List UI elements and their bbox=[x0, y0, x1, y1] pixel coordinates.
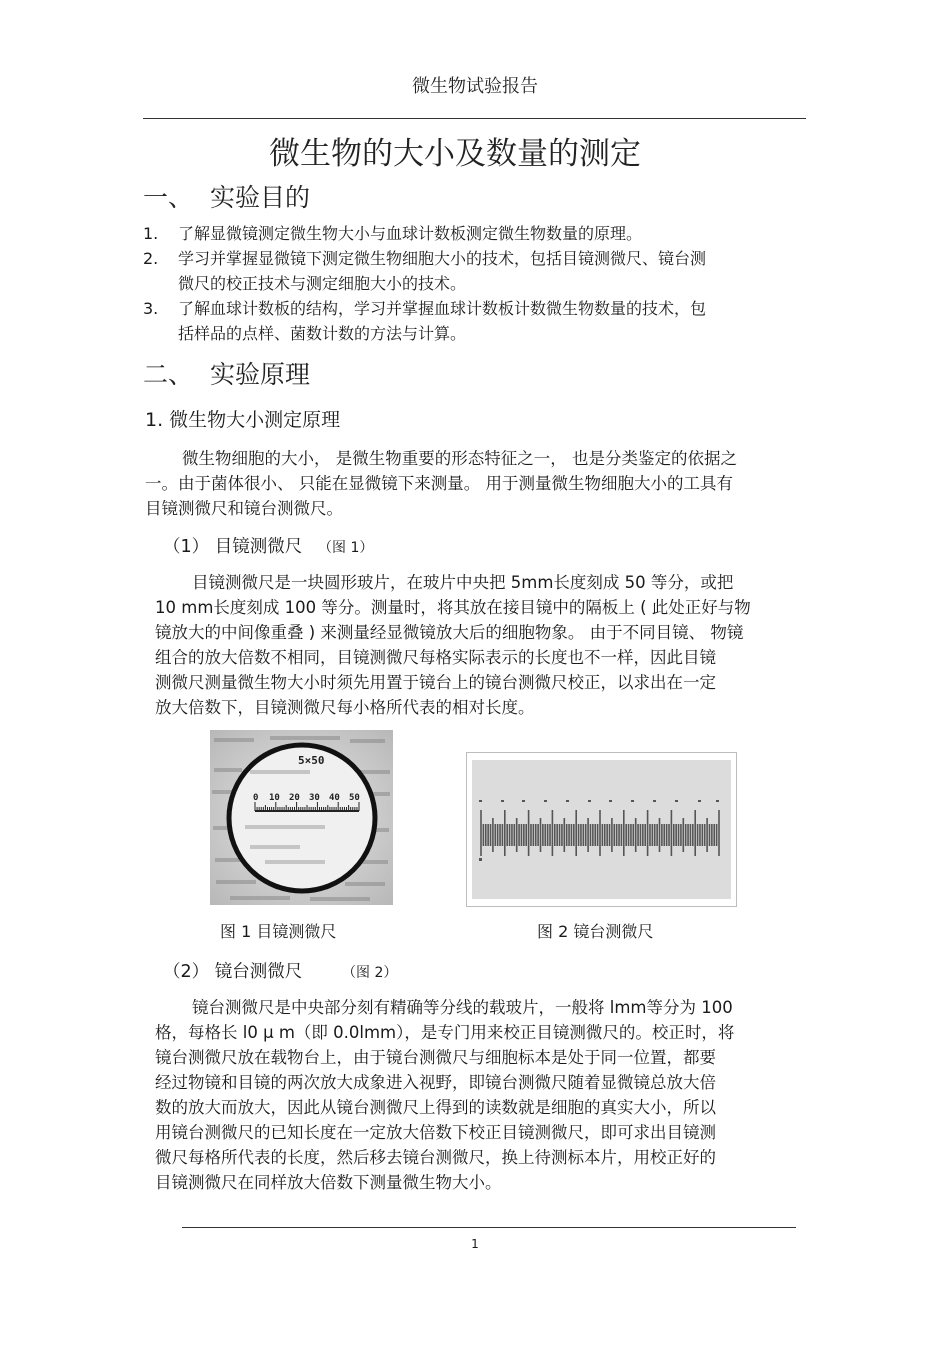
paragraph-line: 10 mm长度刻成 100 等分。测量时，将其放在接目镜中的隔板上 ( 此处正好与物 bbox=[155, 598, 751, 617]
paragraph-line: 微尺每格所代表的长度，然后移去镜台测微尺，换上待测标本片，用校正好的 bbox=[155, 1148, 716, 1167]
figure-1-tick-label: 20 bbox=[289, 793, 300, 803]
figure-1-tick-label: 30 bbox=[309, 793, 320, 803]
list-item: 了解显微镜测定微生物大小与血球计数板测定微生物数量的原理。 bbox=[178, 224, 643, 243]
paragraph-line: 目镜测微尺是一块圆形玻片，在玻片中央把 5mm长度刻成 50 等分，或把 bbox=[192, 573, 734, 592]
paragraph-line: 镜台测微尺是中央部分刻有精确等分线的载玻片，一般将 lmm等分为 100 bbox=[192, 998, 733, 1017]
page-number: 1 bbox=[471, 1237, 479, 1251]
list-item-number: 2. bbox=[143, 249, 159, 268]
document-title: 微生物的大小及数量的测定 bbox=[269, 136, 641, 172]
list-item-continuation: 微尺的校正技术与测定细胞大小的技术。 bbox=[178, 274, 467, 293]
page-header: 微生物试验报告 bbox=[412, 76, 538, 97]
figure-1-scale-label: 5×50 bbox=[298, 754, 325, 767]
paragraph-line: 经过物镜和目镜的两次放大成象进入视野，即镜台测微尺随着显微镜总放大倍 bbox=[155, 1073, 716, 1092]
subsection-a-title: （1） 目镜测微尺 bbox=[163, 537, 303, 557]
header-divider bbox=[143, 118, 806, 119]
subsection-1-title: 1. 微生物大小测定原理 bbox=[145, 409, 341, 431]
section2-heading: 实验原理 bbox=[210, 360, 311, 389]
paragraph-line: 一。由于菌体很小、 只能在显微镜下来测量。 用于测量微生物细胞大小的工具有 bbox=[145, 474, 733, 493]
paragraph-line: 格，每格长 l0 μ m（即 0.0lmm），是专门用来校正目镜测微尺的。校正时，将 bbox=[155, 1023, 735, 1042]
figure-1-tick-label: 40 bbox=[329, 793, 340, 803]
section1-heading: 实验目的 bbox=[210, 183, 311, 212]
list-item: 学习并掌握显微镜下测定微生物细胞大小的技术，包括目镜测微尺、镜台测 bbox=[178, 249, 707, 268]
figure-1-tick-label: 10 bbox=[269, 793, 280, 803]
figure-2-image bbox=[466, 752, 737, 907]
paragraph-line: 目镜测微尺在同样放大倍数下测量微生物大小。 bbox=[155, 1173, 502, 1192]
figure-reference: （图 1） bbox=[318, 540, 374, 556]
figure-1-tick-label: 50 bbox=[349, 793, 360, 803]
paragraph-line: 用镜台测微尺的已知长度在一定放大倍数下校正目镜测微尺，即可求出目镜测 bbox=[155, 1123, 716, 1142]
paragraph-line: 镜台测微尺放在载物台上，由于镜台测微尺与细胞标本是处于同一位置，都要 bbox=[155, 1048, 716, 1067]
paragraph-line: 组合的放大倍数不相同，目镜测微尺每格实际表示的长度也不一样，因此目镜 bbox=[155, 648, 716, 667]
subsection-b-title: （2） 镜台测微尺 bbox=[163, 962, 303, 982]
figure-1-tick-label: 0 bbox=[253, 793, 259, 803]
paragraph-line: 测微尺测量微生物大小时须先用置于镜台上的镜台测微尺校正，以求出在一定 bbox=[155, 673, 716, 692]
figure-reference: （图 2） bbox=[342, 965, 398, 981]
section1-number: 一、 bbox=[143, 183, 194, 212]
paragraph-line: 放大倍数下，目镜测微尺每小格所代表的相对长度。 bbox=[155, 698, 535, 717]
figure-2-caption: 图 2 镜台测微尺 bbox=[537, 922, 654, 941]
paragraph-line: 目镜测微尺和镜台测微尺。 bbox=[145, 499, 343, 518]
list-item-continuation: 括样品的点样、菌数计数的方法与计算。 bbox=[178, 324, 467, 343]
figure-1-image bbox=[210, 730, 393, 905]
list-item-number: 1. bbox=[143, 224, 159, 243]
paragraph-line: 镜放大的中间像重叠 ) 来测量经显微镜放大后的细胞物象。 由于不同目镜、 物镜 bbox=[155, 623, 744, 642]
list-item: 了解血球计数板的结构，学习并掌握血球计数板计数微生物数量的技术，包 bbox=[178, 299, 707, 318]
section2-number: 二、 bbox=[143, 360, 194, 389]
footer-divider bbox=[182, 1227, 796, 1228]
figure-1-caption: 图 1 目镜测微尺 bbox=[220, 922, 337, 941]
list-item-number: 3. bbox=[143, 299, 159, 318]
paragraph-line: 数的放大而放大，因此从镜台测微尺上得到的读数就是细胞的真实大小，所以 bbox=[155, 1098, 716, 1117]
paragraph-line: 微生物细胞的大小， 是微生物重要的形态特征之一， 也是分类鉴定的依据之 bbox=[182, 449, 737, 468]
